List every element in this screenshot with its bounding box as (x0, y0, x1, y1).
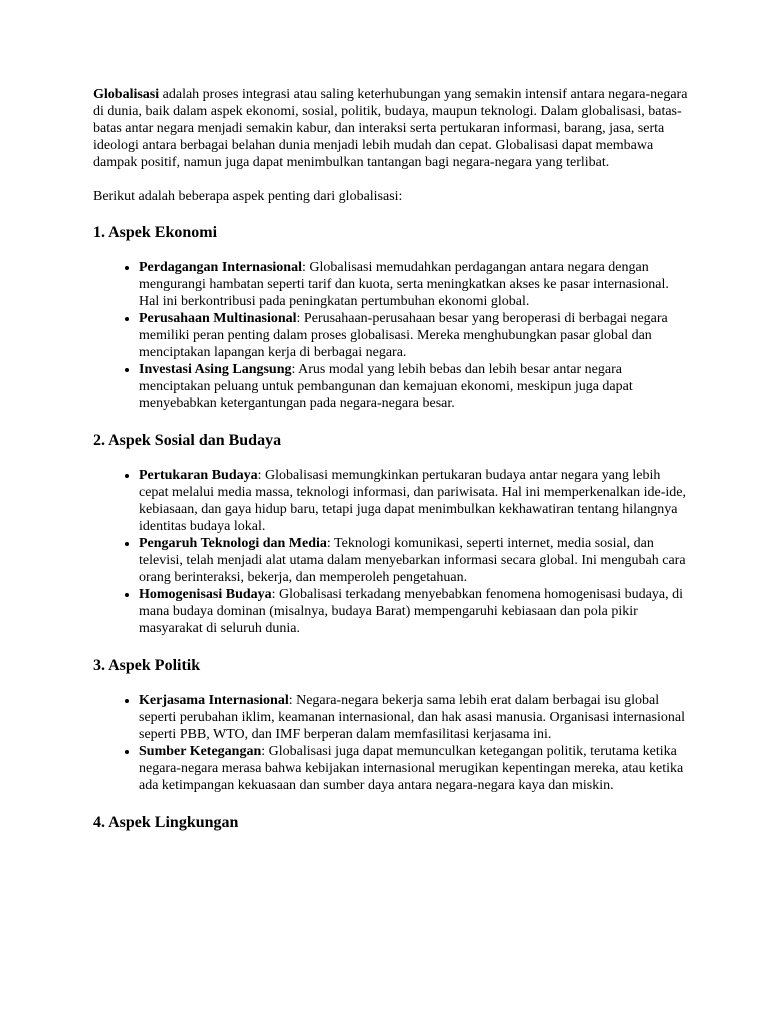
section-heading: 3. Aspek Politik (93, 657, 201, 674)
bullet-list (93, 259, 688, 412)
item-text: : Negara-negara bekerja sama lebih erat dalam berbagai isu global seperti perubahan iklim, keamanan internasional, dan hak asasi manusia. Organisasi internasional seperti PBB, WTO, dan IMF berperan dalam memfasilitasi kerjasama ini. (139, 693, 685, 742)
section-sosial-budaya (93, 431, 688, 637)
list-item (139, 310, 688, 361)
section-politik (93, 656, 688, 794)
item-term: Perusahaan Multinasional (139, 311, 297, 326)
item-term: Kerjasama Internasional (139, 693, 289, 708)
intro-text: adalah proses integrasi atau saling keterhubungan yang semakin intensif antara negara-negara di dunia, baik dalam aspek ekonomi, sosial, politik, budaya, maupun teknologi. Dalam globalisasi, batas-batas antar negara menjadi semakin kabur, dan interaksi serta pertukaran informasi, barang, jasa, serta ideologi antara berbagai belahan dunia menjadi lebih mudah dan cepat. Globalisasi dapat membawa dampak positif, namun juga dapat menimbulkan tantangan bagi negara-negara yang terlibat. (93, 87, 688, 170)
bullet-list (93, 692, 688, 794)
item-term: Pengaruh Teknologi dan Media (139, 536, 327, 551)
item-text: : Globalisasi memudahkan perdagangan antara negara dengan mengurangi hambatan seperti tarif dan kuota, serta meningkatkan akses ke pasar internasional. Hal ini berkontribusi pada peningkatan pertumbuhan ekonomi global. (139, 260, 669, 309)
section-heading: 1. Aspek Ekonomi (93, 224, 218, 241)
item-term: Homogenisasi Budaya (139, 587, 272, 602)
item-text: : Perusahaan-perusahaan besar yang beroperasi di berbagai negara memiliki peran penting dalam proses globalisasi. Mereka menghubungkan pasar global dan menciptakan lapangan kerja di berbagai negara. (139, 311, 668, 360)
intro-paragraph (93, 86, 688, 171)
list-item (139, 467, 688, 535)
list-item (139, 361, 688, 412)
bullet-list (93, 467, 688, 637)
item-text: : Globalisasi terkadang menyebabkan fenomena homogenisasi budaya, di mana budaya dominan (misalnya, budaya Barat) mempengaruhi kebiasaan dan pola pikir masyarakat di seluruh dunia. (139, 587, 683, 636)
section-ekonomi (93, 223, 688, 412)
item-term: Investasi Asing Langsung (139, 362, 292, 377)
list-item (139, 259, 688, 310)
item-text: : Teknologi komunikasi, seperti internet, media sosial, dan televisi, telah menjadi alat utama dalam menyebarkan informasi secara global. Ini mengubah cara orang berinteraksi, bekerja, dan memperoleh pengetahuan. (139, 536, 686, 585)
section-heading: 2. Aspek Sosial dan Budaya (93, 432, 282, 449)
list-item (139, 743, 688, 794)
list-item (139, 586, 688, 637)
section-heading: 4. Aspek Lingkungan (93, 814, 239, 831)
lead-paragraph: Berikut adalah beberapa aspek penting dari globalisasi: (93, 189, 403, 204)
intro-term: Globalisasi (93, 87, 160, 102)
item-text: : Globalisasi juga dapat memunculkan ketegangan politik, terutama ketika negara-negara merasa bahwa kebijakan internasional merugikan kepentingan mereka, atau ketika ada ketimpangan kekuasaan dan sumber daya antara negara-negara kaya dan miskin. (139, 744, 684, 793)
item-term: Perdagangan Internasional (139, 260, 302, 275)
item-text: : Arus modal yang lebih bebas dan lebih besar antar negara menciptakan peluang untuk pembangunan dan kemajuan ekonomi, meskipun juga dapat menyebabkan ketergantungan pada negara-negara besar. (139, 362, 633, 411)
item-term: Pertukaran Budaya (139, 468, 258, 483)
list-item (139, 535, 688, 586)
item-term: Sumber Ketegangan (139, 744, 262, 759)
list-item (139, 692, 688, 743)
item-text: : Globalisasi memungkinkan pertukaran budaya antar negara yang lebih cepat melalui media massa, teknologi informasi, dan pariwisata. Hal ini memperkenalkan ide-ide, kebiasaan, dan gaya hidup baru, tetapi juga dapat menimbulkan kekhawatiran tentang hilangnya identitas budaya lokal. (139, 468, 686, 534)
section-lingkungan (93, 813, 688, 832)
